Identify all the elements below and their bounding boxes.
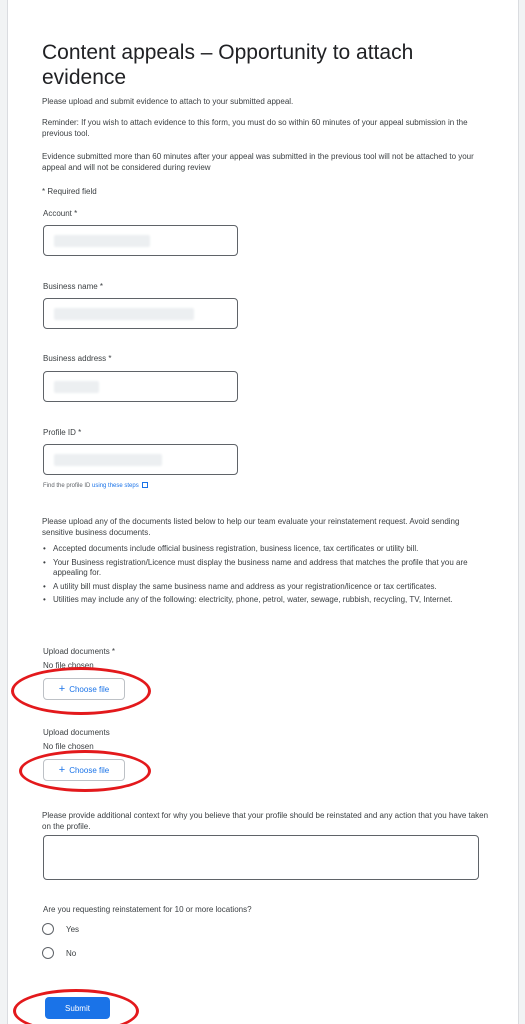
list-item: • Your Business registration/Licence must display the business name and address that matches the profile that you are appealing for. <box>42 558 492 579</box>
context-label: Please provide additional context for why you believe that your profile should be reinstated and any action that you have taken on the profile. <box>42 811 489 831</box>
profile-help-link[interactable]: using these steps <box>92 483 139 489</box>
account-label: Account * <box>43 209 78 218</box>
plus-icon: + <box>58 683 66 695</box>
business-name-input[interactable] <box>43 298 238 329</box>
choose-file-button[interactable] <box>43 678 125 700</box>
list-item: • Utilities may include any of the following: electricity, phone, petrol, water, sewage, rubbish, recycling, TV, Internet. <box>42 595 492 606</box>
upload-documents-label: Upload documents * <box>43 647 116 656</box>
radio-yes[interactable] <box>42 923 79 935</box>
external-link-icon[interactable] <box>142 482 148 488</box>
radio-circle[interactable] <box>42 947 54 959</box>
submit-button[interactable]: Submit <box>45 997 110 1019</box>
form-title: Content appeals – Opportunity to attach evidence <box>42 41 414 89</box>
locations-question: Are you requesting reinstatement for 10 or more locations? <box>43 905 252 914</box>
context-textarea[interactable] <box>43 835 479 880</box>
radio-no[interactable] <box>42 947 76 959</box>
documents-list <box>42 544 492 609</box>
business-name-label: Business name * <box>43 282 104 291</box>
radio-no-label: No <box>66 948 77 958</box>
radio-yes-label: Yes <box>66 924 80 934</box>
upload-documents-optional-label: Upload documents <box>43 728 110 737</box>
choose-file-button-optional[interactable] <box>43 759 125 781</box>
choose-file-label: Choose file <box>69 684 110 694</box>
form-card <box>7 0 519 1024</box>
radio-circle[interactable] <box>42 923 54 935</box>
plus-icon: + <box>58 764 66 776</box>
documents-intro: Please upload any of the documents listed below to help our team evaluate your reinstatement request. Avoid sending sensitive business documents. <box>42 517 460 537</box>
form-reminder: Reminder: If you wish to attach evidence to this form, you must do so within 60 minutes of your appeal submission in the previous tool. <box>42 118 468 138</box>
list-item: • A utility bill must display the same business name and address as your registration/licence or tax certificates. <box>42 582 492 593</box>
no-file-text: No file chosen <box>43 742 94 751</box>
profile-help-text: Find the profile ID <box>43 483 93 489</box>
form-intro: Please upload and submit evidence to attach to your submitted appeal. <box>42 97 294 106</box>
choose-file-label: Choose file <box>69 765 110 775</box>
no-file-text: No file chosen <box>43 661 94 670</box>
business-address-input[interactable] <box>43 371 238 402</box>
profile-id-label: Profile ID * <box>43 428 82 437</box>
profile-id-help <box>43 482 148 489</box>
account-input[interactable] <box>43 225 238 256</box>
business-address-label: Business address * <box>43 354 112 363</box>
required-note: * Required field <box>42 187 97 196</box>
profile-id-input[interactable] <box>43 444 238 475</box>
form-warning: Evidence submitted more than 60 minutes after your appeal was submitted in the previous tool will not be attached to your appeal and will not be considered during review <box>42 152 474 172</box>
list-item: • Accepted documents include official business registration, business licence, tax certificates or utility bill. <box>42 544 492 555</box>
